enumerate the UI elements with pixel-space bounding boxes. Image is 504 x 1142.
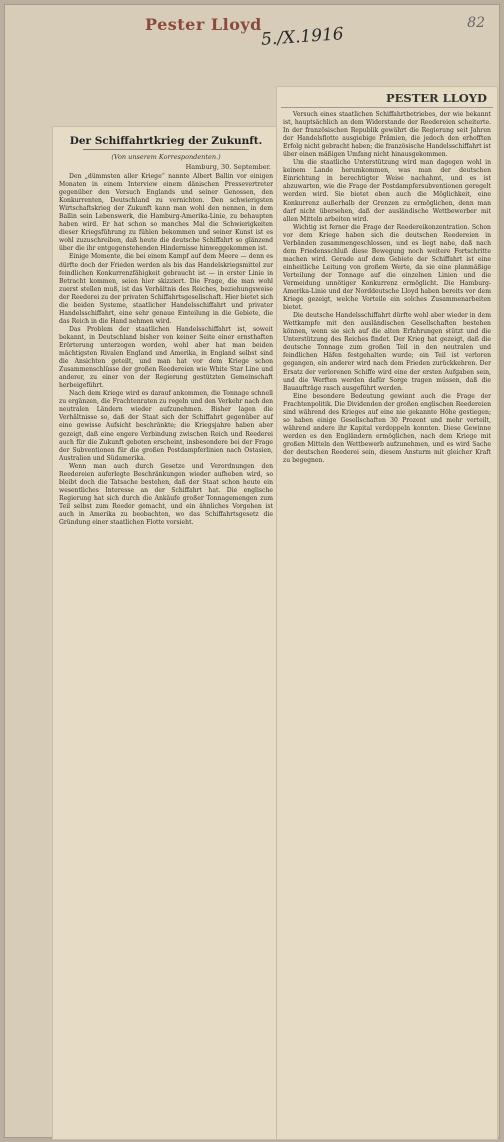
handwritten-date: 5./X.1916 bbox=[260, 24, 345, 50]
article-body-right bbox=[277, 111, 497, 465]
article-headline: Der Schiffahrtkrieg der Zukunft. bbox=[69, 135, 263, 147]
right-column-header: PESTER LLOYD bbox=[281, 87, 493, 108]
article-dateline: Hamburg, 30. September. bbox=[185, 163, 271, 171]
clipping-left bbox=[53, 127, 279, 1139]
paragraph: Die deutsche Handelsschiffahrt dürfte wohl aber wieder in dem Wettkampfe mit den ausländischen Gesellschaften bestehen können, wenn sie sich auf die alten Erfahrungen stützt und die Unterstützung des Reiches findet. Der Krieg hat gezeigt, daß die deutsche Tonnage zum großen Teil in den neutralen und feindlichen Häfen festgehalten wurde; ein Teil ist verloren gegangen, ein anderer wird nach dem Frieden zurückkehren. Der Ersatz der verlorenen Schiffe wird eine der ersten Aufgaben sein, und die Werften werden dafür Sorge tragen müssen, daß die Bauaufträge rasch ausgeführt werden. bbox=[283, 312, 491, 392]
article-byline: (Von unserem Korrespondenten.) bbox=[111, 153, 221, 161]
paragraph: Einige Momente, die bei einem Kampf auf dem Meere — denn es dürfte doch der Frieden werden als bis das Handelskriegsmittel zur feindlichen Konkurrenzfähigkeit gebraucht ist — in erster Linie in Betracht kommen, seien hier skizziert. Die Frage, die man wohl zuerst stellen muß, ist das Verhältnis des Reiches, beziehungsweise der Reederei zu der privaten Schiffahrtsgesellschaft. Hier bietet sich die beiden Systeme, staatlicher Handelsschiffahrt und privater Handelsschiffahrt, eine sehr genaue Einteilung in die Gebiete, die das Reich in die Hand nehmen wird. bbox=[59, 253, 273, 325]
archive-sheet bbox=[4, 4, 500, 1138]
paragraph: Versuch eines staatlichen Schiffahrtbetriebes, der wie bekannt ist, hauptsächlich an dem Widerstande der Reedereien scheiterte. In der französischen Republik gewährt die Regierung seit Jahren der Handelsflotte ausgiebige Prämien, die jedoch den erhofften Erfolg nicht gebracht haben; die französische Handelsschiffahrt ist über einen mäßigen Umfang nicht hinausgekommen. bbox=[283, 111, 491, 159]
paragraph: Wenn man auch durch Gesetze und Verordnungen den Reedereien auferlegte Beschränkungen wieder aufheben wird, so bleibt doch die Tatsache bestehen, daß der Staat schon heute ein wesentliches Interesse an der Schiffahrt hat. Die englische Regierung hat sich durch die Ankäufe großer Tonnagemengen zum Teil selbst zum Reeder gemacht, und ein ähnliches Vorgehen ist auch in Amerika zu beobachten, wo das Schiffahrtsgesetz die Gründung einer staatlichen Flotte vorsieht. bbox=[59, 462, 273, 527]
masthead: Pester Lloyd bbox=[145, 15, 262, 34]
paragraph: Das Problem der staatlichen Handelsschiffahrt ist, soweit bekannt, in Deutschland bisher von keiner Seite einer ernsthaften Erörterung unterzogen worden, wohl aber hat man beiden mächtigsten Rivalen England und Amerika, in England selbst sind die Ansichten geteilt, und man hat vor dem Kriege schon Zusammenschlüsse der großen Reedereien wie White Star Line und anderer, zu einer von der Regierung gestützten Gemeinschaft herbeigeführt. bbox=[59, 325, 273, 390]
clipping-right bbox=[277, 87, 497, 1139]
paragraph: Nach dem Kriege wird es darauf ankommen, die Tonnage schnell zu ergänzen, die Frachtenraten zu regeln und den Verkehr nach den neutralen Ländern wieder aufzunehmen. Bisher lagen die Verhältnisse so, daß der Staat sich der Schiffahrt gegenüber auf eine gewisse Aufsicht beschränkte; die Kriegsjahre haben aber gezeigt, daß eine engere Verbindung zwischen Reich und Reederei auch für die Zukunft geboten erscheint, insbesondere bei der Frage der Subventionen für die großen Postdampferlinien nach Ostasien, Australien und Südamerika. bbox=[59, 390, 273, 462]
paragraph: Wichtig ist ferner die Frage der Reedereikonzentration. Schon vor dem Kriege haben sich die deutschen Reedereien in Verbänden zusammengeschlossen, und es liegt nahe, daß nach dem Friedensschluß diese Bewegung noch weitere Fortschritte machen wird. Gerade auf dem Gebiete der Schiffahrt ist eine einheitliche Leitung von großem Werte, da sie eine planmäßige Verteilung der Tonnage auf die einzelnen Linien und die Vermeidung unnötiger Konkurrenz ermöglicht. Die Hamburg-Amerika-Linie und der Norddeutsche Lloyd haben bereits vor dem Kriege gezeigt, welche Vorteile ein solches Zusammenarbeiten bietet. bbox=[283, 223, 491, 312]
corner-note: 82 bbox=[467, 15, 485, 31]
paragraph: Um die staatliche Unterstützung wird man dagegen wohl in keinem Lande herumkommen, was man der deutschen Einrichtung in berechtigter Weise nachahmt, und es ist abzuwarten, wie die Frage der Postdampfersubventionen geregelt werden wird. Sie bietet eben auch die Möglichkeit, eine Konkurrenz außerhalb der Grenzen zu ermöglichen, denn man darf nicht übersehen, daß der ausländische Wettbewerber mit allen Mitteln arbeiten wird. bbox=[283, 159, 491, 223]
article-body-left bbox=[53, 173, 279, 527]
headline-rule bbox=[83, 149, 249, 150]
paragraph: Eine besondere Bedeutung gewinnt auch die Frage der Frachtenpolitik. Die Dividenden der großen englischen Reedereien sind während des Krieges auf eine nie gekannte Höhe gestiegen; so haben einige Gesellschaften 30 Prozent und mehr verteilt, während andere ihr Kapital verdoppeln konnten. Diese Gewinne werden es den Engländern ermöglichen, nach dem Kriege mit großen Mitteln den Wettbewerb aufzunehmen, und es wird Sache der deutschen Reederei sein, diesem Ansturm mit gleicher Kraft zu begegnen. bbox=[283, 392, 491, 465]
paragraph: Den „dümmsten aller Kriege“ nannte Albert Ballin vor einigen Monaten in einem Interview einem dänischen Pressevertreter gegenüber den Versuch Englands und seiner Genossen, den Konkurrenten, Deutschland zu vernichten. Den schwierigsten Wirtschaftskrieg der Zukunft kann man wohl den nennen, in dem Ballin sein Lebenswerk, die Hamburg-Amerika-Linie, zu behaupten haben wird. Er hat schon so manches Mal die Schwierigkeiten dieser Kriegsführung zu fühlen bekommen und seiner Kunst ist es wohl zuzuschreiben, daß heute die deutsche Schiffahrt so glänzend über die ihr entgegenstehenden Hindernisse hinweggekommen ist. bbox=[59, 173, 273, 253]
